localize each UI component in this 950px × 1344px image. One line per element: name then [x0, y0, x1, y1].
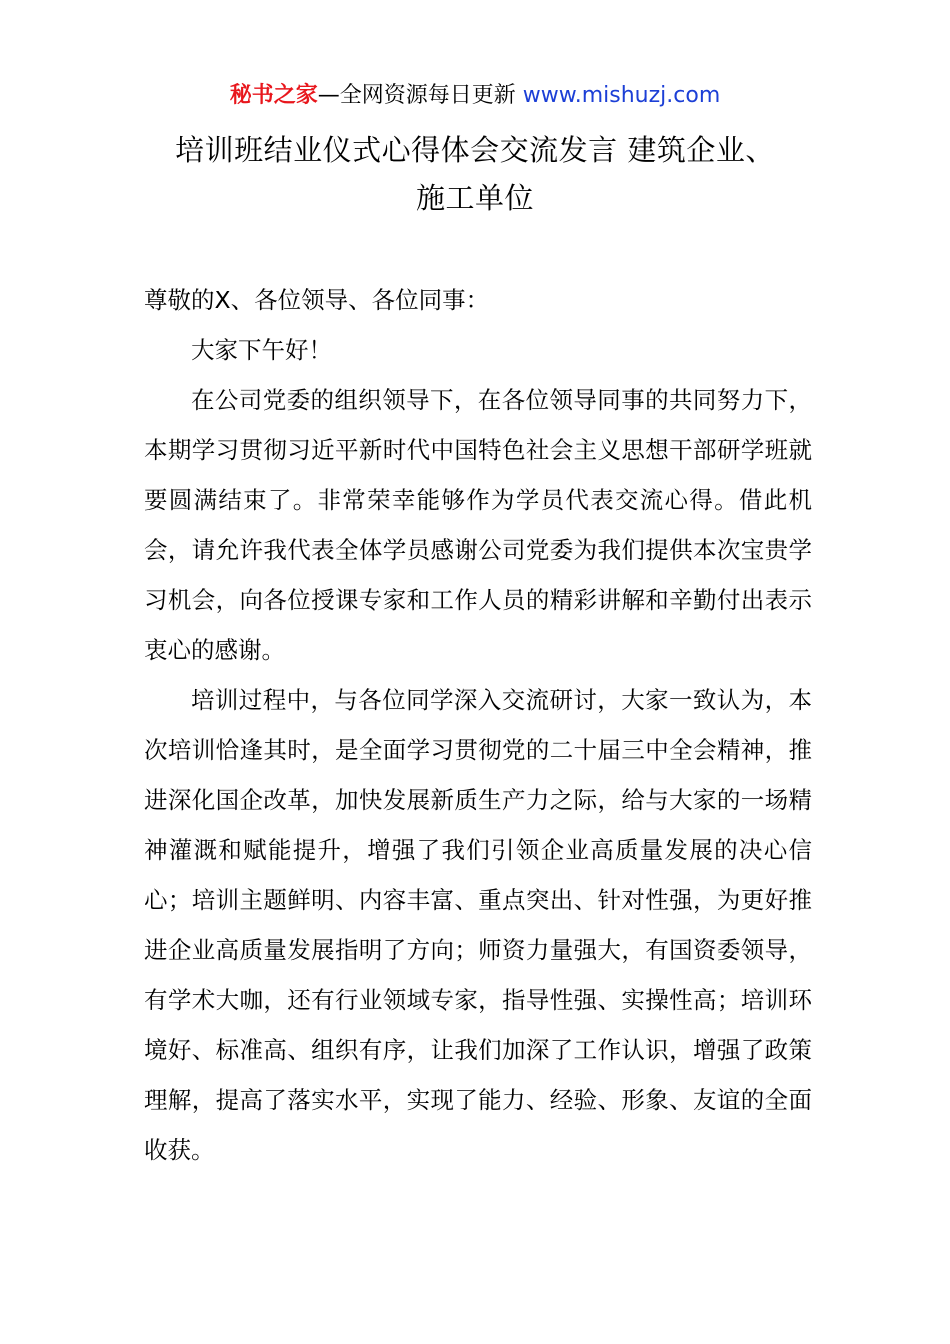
paragraph-1: 在公司党委的组织领导下，在各位领导同事的共同努力下，本期学习贯彻习近平新时代中国特色社会主义思想干部研学班就要圆满结束了。非常荣幸能够作为学员代表交流心得。借此机会，请允许我代表全体学员感谢公司党委为我们提供本次宝贵学习机会，向各位授课专家和工作人员的精彩讲解和辛勤付出表示衷心的感谢。 — [144, 386, 812, 664]
site-header — [0, 80, 950, 112]
document-title-line-2: 施工单位 — [415, 181, 534, 215]
salutation: 尊敬的X、各位领导、各位同事： — [144, 286, 490, 314]
document-title — [100, 126, 850, 222]
site-tagline: —全网资源每日更新 — [317, 83, 523, 108]
greeting: 大家下午好！ — [191, 336, 332, 364]
document-title-line-1: 培训班结业仪式心得体会交流发言 建筑企业、 — [175, 133, 775, 167]
site-brand: 秘书之家 — [229, 83, 318, 108]
site-url-link[interactable]: www.mishuzj.com — [522, 83, 721, 108]
paragraph-2: 培训过程中，与各位同学深入交流研讨，大家一致认为，本次培训恰逢其时，是全面学习贯彻党的二十届三中全会精神，推进深化国企改革，加快发展新质生产力之际，给与大家的一场精神灌溉和赋能提升，增强了我们引领企业高质量发展的决心信心；培训主题鲜明、内容丰富、重点突出、针对性强，为更好推进企业高质量发展指明了方向；师资力量强大，有国资委领导，有学术大咖，还有行业领域专家，指导性强、实操性高；培训环境好、标准高、组织有序，让我们加深了工作认识，增强了政策理解，提高了落实水平，实现了能力、经验、形象、友谊的全面收获。 — [144, 686, 812, 1164]
document-body — [144, 275, 812, 1175]
